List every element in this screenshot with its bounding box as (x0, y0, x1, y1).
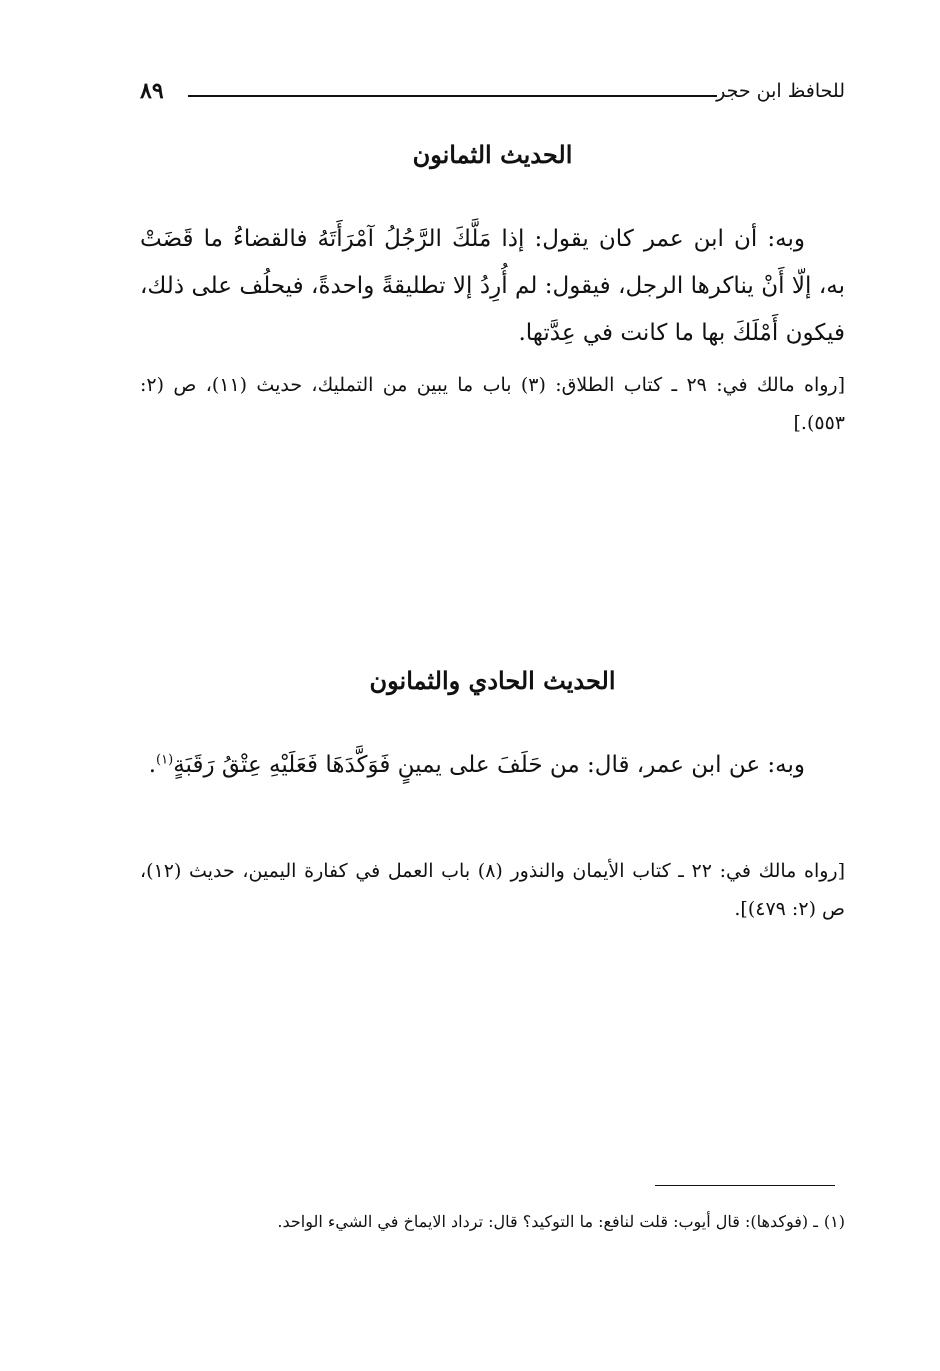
hadith-80-title: الحديث الثمانون (412, 140, 573, 169)
hadith-80-text (140, 216, 845, 357)
footnote-text: ـ (فوكدها): قال أيوب: قلت لنافع: ما التوكيد؟ قال: ترداد الايماخ في الشيء الواحد. (277, 1212, 818, 1231)
hadith-81-text (140, 742, 845, 789)
footnote (140, 1208, 845, 1236)
footnote-rule (655, 1185, 835, 1186)
footnote-reference: (١) (156, 752, 174, 768)
page-number: ٨٩ (140, 78, 164, 104)
header-rule (188, 95, 717, 97)
header-book-author: للحافظ ابن حجر (716, 80, 845, 102)
hadith-81-title: الحديث الحادي والثمانون (369, 666, 616, 695)
hadith-80-body: وبه: أن ابن عمر كان يقول: إذا مَلَّكَ الرَّجُلُ آمْرَأَتَهُ فالقضاءُ ما قَضَتْ به، إلّا أَنْ يناكرها الرجل، فيقول: لم أُرِدُ إلا تطليقةً واحدةً، فيحلُف على ذلك، فيكون أَمْلَكَ بها ما كانت في عِدَّتها. (140, 226, 845, 346)
footnote-number: (١) (823, 1212, 845, 1231)
hadith-81-source: [رواه مالك في: ٢٢ ـ كتاب الأيمان والنذور (٨) باب العمل في كفارة اليمين، حديث (١٢)، ص (٢: ٤٧٩)]. (140, 860, 845, 920)
hadith-81-body: وبه: عن ابن عمر، قال: من حَلَفَ على يمينٍ فَوَكَّدَهَا فَعَلَيْهِ عِتْقُ رَقَبَةٍ (173, 752, 805, 778)
running-header (140, 78, 845, 108)
hadith-81-text-end: . (148, 752, 157, 778)
hadith-80-source: [رواه مالك في: ٢٩ ـ كتاب الطلاق: (٣) باب ما يبين من التمليك، حديث (١١)، ص (٢: ٥٥٣).] (140, 374, 845, 434)
